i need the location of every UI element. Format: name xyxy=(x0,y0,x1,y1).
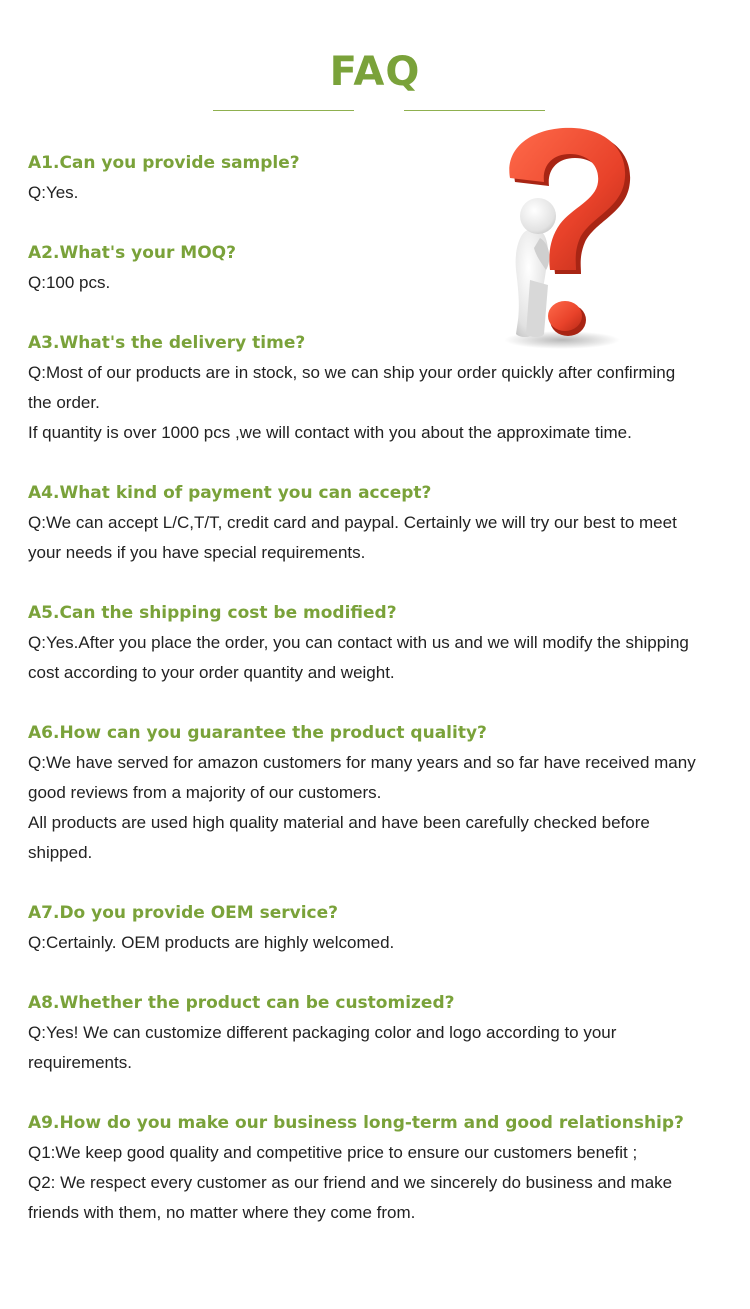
faq-answer-line: requirements. xyxy=(28,1053,132,1072)
faq-question: A3.What's the delivery time? xyxy=(28,333,306,353)
faq-item xyxy=(28,478,743,568)
faq-item xyxy=(28,328,743,448)
faq-question: A7.Do you provide OEM service? xyxy=(28,903,339,923)
faq-answer-line: All products are used high quality material and have been carefully checked before xyxy=(28,813,650,832)
faq-answer-line: cost according to your order quantity and weight. xyxy=(28,663,395,682)
title-divider-left xyxy=(213,110,354,111)
faq-answer-line: Q:We have served for amazon customers for many years and so far have received many xyxy=(28,753,696,772)
faq-question: A2.What's your MOQ? xyxy=(28,243,236,263)
faq-item xyxy=(28,148,743,208)
faq-answer-line: If quantity is over 1000 pcs ,we will contact with you about the approximate time. xyxy=(28,423,632,442)
faq-question: A5.Can the shipping cost be modified? xyxy=(28,603,397,623)
faq-item xyxy=(28,238,743,298)
faq-answer-line: good reviews from a majority of our customers. xyxy=(28,783,382,802)
faq-answer-line: friends with them, no matter where they come from. xyxy=(28,1203,416,1222)
faq-answer-line: the order. xyxy=(28,393,100,412)
faq-answer-line: Q:Yes. xyxy=(28,183,79,202)
faq-answer-line: your needs if you have special requirements. xyxy=(28,543,366,562)
faq-question: A4.What kind of payment you can accept? xyxy=(28,483,432,503)
faq-answer-line: shipped. xyxy=(28,843,93,862)
faq-item xyxy=(28,988,743,1078)
faq-item xyxy=(28,598,743,688)
faq-question: A6.How can you guarantee the product quality? xyxy=(28,723,487,743)
faq-answer-line: Q:Yes.After you place the order, you can contact with us and we will modify the shipping xyxy=(28,633,689,652)
faq-list xyxy=(28,148,743,1228)
faq-answer-line: Q:Most of our products are in stock, so we can ship your order quickly after confirming xyxy=(28,363,676,382)
faq-answer-line: Q:Certainly. OEM products are highly welcomed. xyxy=(28,933,395,952)
page-title: FAQ xyxy=(329,49,421,95)
title-divider-right xyxy=(404,110,545,111)
faq-answer-line: Q:Yes! We can customize different packaging color and logo according to your xyxy=(28,1023,617,1042)
faq-question: A9.How do you make our business long-term and good relationship? xyxy=(28,1113,684,1133)
faq-item xyxy=(28,898,743,958)
faq-item xyxy=(28,718,743,868)
faq-answer-line: Q:100 pcs. xyxy=(28,273,111,292)
faq-item xyxy=(28,1108,743,1228)
faq-question: A1.Can you provide sample? xyxy=(28,153,300,173)
faq-answer-line: Q2: We respect every customer as our friend and we sincerely do business and make xyxy=(28,1173,673,1192)
faq-header xyxy=(0,0,750,120)
faq-answer-line: Q1:We keep good quality and competitive price to ensure our customers benefit ; xyxy=(28,1143,638,1162)
faq-question: A8.Whether the product can be customized? xyxy=(28,993,455,1013)
faq-answer-line: Q:We can accept L/C,T/T, credit card and paypal. Certainly we will try our best to meet xyxy=(28,513,677,532)
